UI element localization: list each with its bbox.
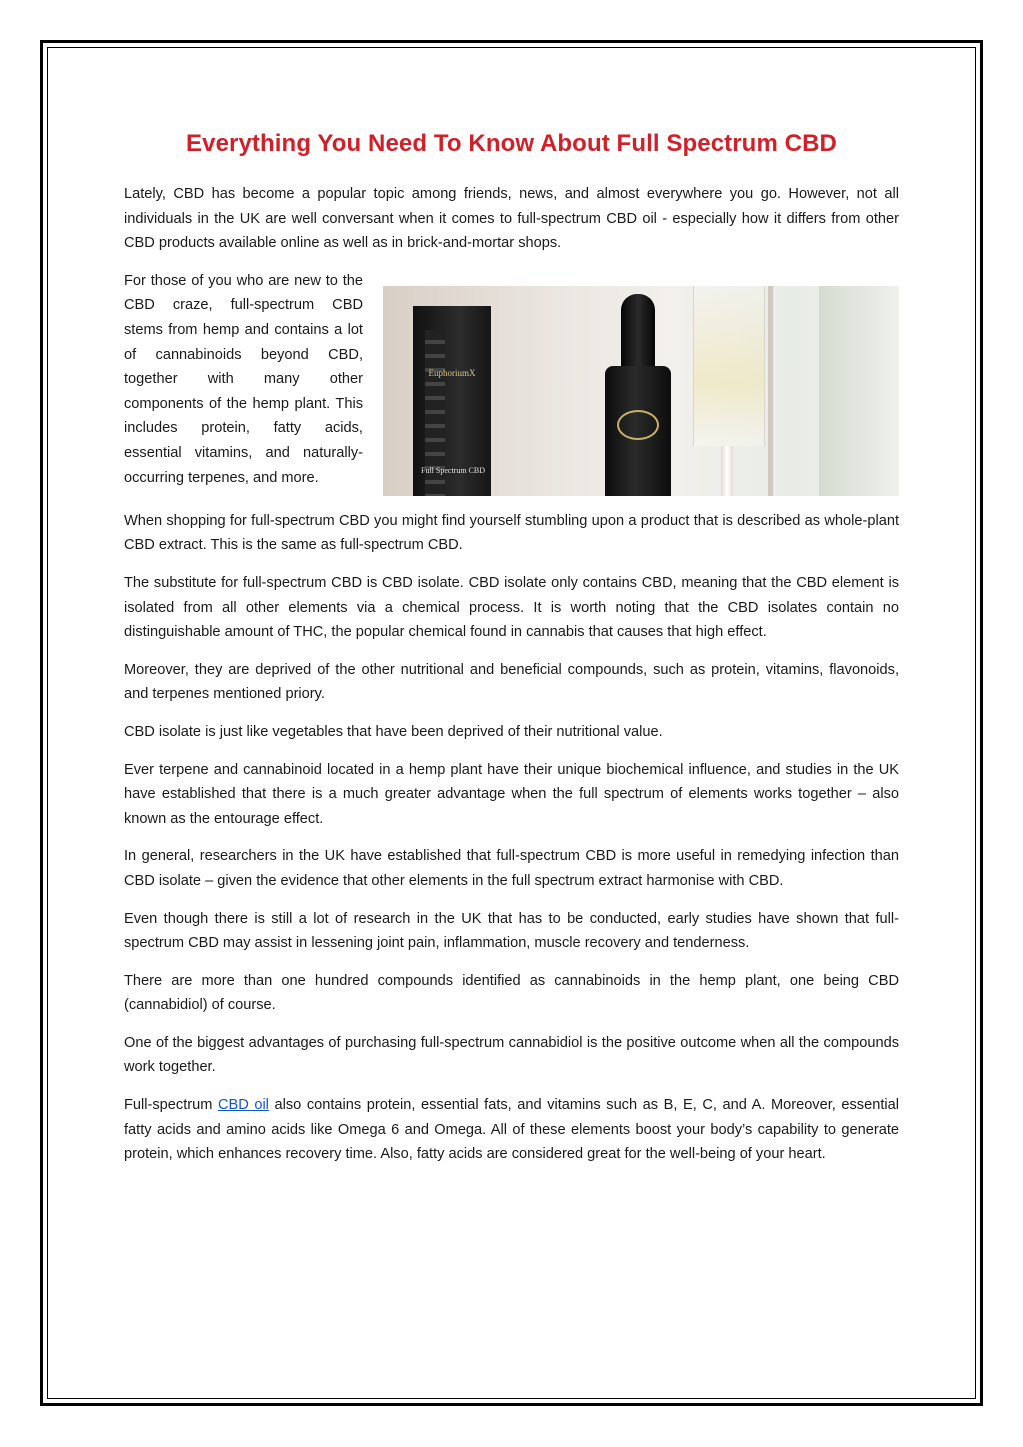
body-paragraph: One of the biggest advantages of purchasing full-spectrum cannabidiol is the positive outcome when all the compounds work together.: [124, 1034, 899, 1076]
product-photo: [383, 286, 899, 496]
side-paragraph: For those of you who are new to the CBD craze, full-spectrum CBD stems from hemp and contains a lot of cannabinoids beyond CBD, together with many other components of the hemp plant. This includes protein, fatty acids, essential vitamins, and naturally-occurring terpenes, and more.: [124, 272, 363, 486]
product-box: [413, 306, 491, 496]
body-paragraph: Ever terpene and cannabinoid located in a hemp plant have their unique biochemical influence, and studies in the UK have established that there is a much greater advantage when the full spectrum of elements works together – also known as the entourage effect.: [124, 761, 899, 827]
oil-bottle: [605, 366, 671, 496]
box-brand-label: EuphoriumX: [428, 367, 476, 378]
body-paragraph: There are more than one hundred compounds identified as cannabinoids in the hemp plant, one being CBD (cannabidiol) of course.: [124, 972, 899, 1014]
article-title: Everything You Need To Know About Full Spectrum CBD: [186, 130, 837, 157]
article: [124, 126, 899, 1180]
cbd-oil-link[interactable]: CBD oil: [217, 1097, 269, 1114]
final-paragraph-end: also contains protein, essential fats, and vitamins such as B, E, C, and A. Moreover, essential fatty acids and amino acids like Omega 6 and Omega. All of these elements boost your body’s capability to generate protein, which enhances recovery time. Also, fatty acids are considered great for the well-being of your heart.: [124, 1097, 899, 1163]
final-paragraph-start: Full-spectrum: [124, 1097, 218, 1114]
final-paragraph: [124, 1093, 899, 1167]
body-paragraph: CBD isolate is just like vegetables that have been deprived of their nutritional value.: [124, 723, 663, 740]
body-paragraph: Even though there is still a lot of research in the UK that has to be conducted, early studies have shown that full-spectrum CBD may assist in lessening joint pain, inflammation, muscle recovery and tenderness.: [124, 910, 899, 952]
dropper-cap: [621, 294, 655, 370]
wine-glass-stem: [721, 446, 733, 496]
window-background: [819, 286, 899, 496]
body-paragraph: Moreover, they are deprived of the other nutritional and beneficial compounds, such as protein, vitamins, flavonoids, and terpenes mentioned priory.: [124, 661, 899, 703]
intro-row: [124, 269, 899, 496]
box-caption-label: Full Spectrum CBD: [421, 465, 486, 475]
bottle-logo-icon: [617, 410, 659, 440]
intro-paragraph: Lately, CBD has become a popular topic among friends, news, and almost everywhere you go. However, not all individuals in the UK are well conversant when it comes to full-spectrum CBD oil - especially how it differs from other CBD products available online as well as in brick-and-mortar shops.: [124, 186, 899, 252]
body-paragraph: The substitute for full-spectrum CBD is CBD isolate. CBD isolate only contains CBD, meaning that the CBD element is isolated from all other elements via a chemical process. It is worth noting that the CBD isolates contain no distinguishable amount of THC, the popular chemical found in cannabis that causes that high effect.: [124, 574, 899, 641]
wine-glass: [693, 286, 765, 446]
body-paragraph: When shopping for full-spectrum CBD you might find yourself stumbling upon a product that is described as whole-plant CBD extract. This is the same as full-spectrum CBD.: [124, 512, 899, 554]
window-frame: [768, 286, 773, 496]
body-paragraph: In general, researchers in the UK have established that full-spectrum CBD is more useful in remedying infection than CBD isolate – given the evidence that other elements in the full spectrum extract harmonise with CBD.: [124, 848, 899, 889]
